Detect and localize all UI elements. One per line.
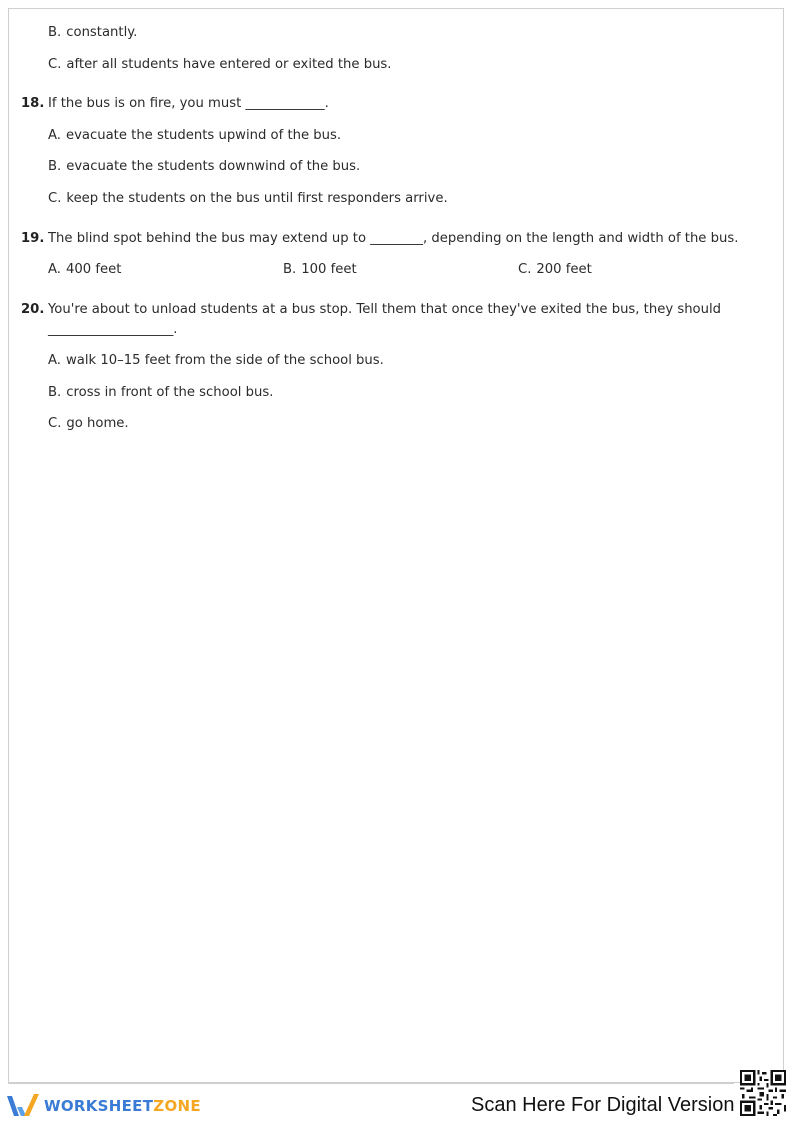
- option-letter: C.: [48, 416, 62, 431]
- option-text: 200 feet: [536, 262, 592, 277]
- option-letter: C.: [48, 191, 62, 206]
- option-text: walk 10–15 feet from the side of the school bus.: [65, 353, 384, 368]
- option-text: 100 feet: [301, 262, 357, 277]
- option-text: constantly.: [66, 25, 138, 40]
- option-letter: B.: [283, 262, 297, 277]
- question-number: 20.: [21, 302, 45, 317]
- option-letter: C.: [48, 57, 62, 72]
- question-text: The blind spot behind the bus may extend up to ________, depending on the length and width of the bus.: [48, 231, 739, 246]
- q20-option-a: [48, 353, 384, 368]
- option-text: go home.: [66, 416, 129, 431]
- q18-option-c: [48, 191, 448, 206]
- question-text-continued: ___________________.: [48, 322, 178, 337]
- option-letter: B.: [48, 25, 62, 40]
- option-text: cross in front of the school bus.: [66, 385, 274, 400]
- qr-code-icon[interactable]: [740, 1070, 786, 1116]
- option-letter: A.: [48, 353, 61, 368]
- option-letter: C.: [518, 262, 532, 277]
- question-number: 19.: [21, 231, 45, 246]
- worksheetzone-logo[interactable]: [6, 1093, 201, 1119]
- q17-option-c: [48, 57, 392, 72]
- option-text: 400 feet: [65, 262, 122, 277]
- worksheetzone-logo-icon: [6, 1093, 40, 1119]
- option-text: after all students have entered or exited the bus.: [66, 57, 392, 72]
- option-letter: B.: [48, 385, 62, 400]
- q17-option-b: [48, 25, 137, 40]
- option-letter: A.: [48, 128, 61, 143]
- q18-option-b: [48, 159, 360, 174]
- option-letter: A.: [48, 262, 61, 277]
- option-text: evacuate the students downwind of the bus.: [66, 159, 361, 174]
- question-number: 18.: [21, 96, 45, 111]
- q19-option-b: [283, 262, 357, 277]
- q20-option-b: [48, 385, 273, 400]
- scan-instruction: Scan Here For Digital Version: [471, 1094, 735, 1116]
- q19-option-a: [48, 262, 121, 277]
- option-letter: B.: [48, 159, 62, 174]
- q18-option-a: [48, 128, 341, 143]
- question-text: If the bus is on fire, you must ____________.: [48, 96, 329, 111]
- q19-option-c: [518, 262, 592, 277]
- q20-option-c: [48, 416, 129, 431]
- option-text: keep the students on the bus until first responders arrive.: [66, 191, 448, 206]
- option-text: evacuate the students upwind of the bus.: [65, 128, 342, 143]
- logo-wordmark: WORKSHEETZONE: [44, 1097, 201, 1115]
- question-text: You're about to unload students at a bus stop. Tell them that once they've exited the bus, they should: [48, 302, 722, 317]
- footer-divider: [8, 1083, 734, 1084]
